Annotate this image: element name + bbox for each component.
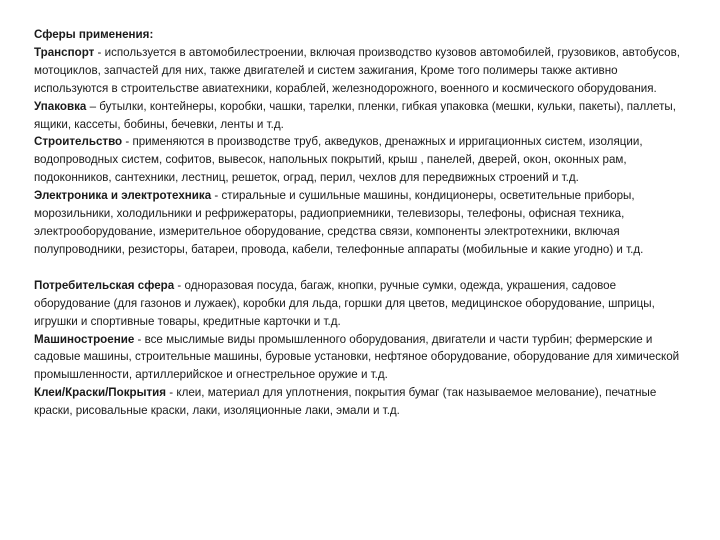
document-body [34,26,688,420]
document-title: Сферы применения: [34,28,154,41]
paragraph-gap [34,259,688,277]
section-construction [34,133,688,187]
section-text: - клеи, материал для уплотнения, покрытия бумаг (так называемое мелование), печатные краски, рисовальные краски, лаки, изоляционные лаки, эмали и т.д. [34,386,657,418]
section-text: – бутылки, контейнеры, коробки, чашки, тарелки, пленки, гибкая упаковка (мешки, кульки, пакеты), паллеты, ящики, кассеты, бобины, бечевки, ленты и т.д. [34,99,676,131]
section-transport [34,44,688,98]
section-text: - стиральные и сушильные машины, кондиционеры, осветительные приборы, морозильники, холодильники и рефрижераторы, радиоприемники, телевизоры, телефоны, офисная техника, электрооборудование, измерительное оборудование, средства связи, компоненты электротехники, включая полупроводники, резисторы, батареи, провода, кабели, телефонные аппараты (мобильные и какие угодно) и т.д. [34,189,644,256]
section-term: Клеи/Краски/Покрытия [34,386,167,400]
section-text: - применяются в производстве труб, акведуков, дренажных и ирригационных систем, изоляции, водопроводных систем, софитов, вывесок, напольных покрытий, крыш , панелей, дверей, окон, оконных рам, подоконников, сантехники, лестниц, решеток, оград, перил, чехлов для передвижных строений и т.д. [34,135,643,185]
section-electronics [34,187,688,259]
section-term: Электроника и электротехника [34,189,212,203]
section-text: - все мыслимые виды промышленного оборудования, двигатели и части турбин; фермерские и садовые машины, строительные машины, буровые установки, нефтяное оборудование, оборудование для химической промышленности, артиллерийское и огнестрельное оружие и т.д. [34,332,680,382]
section-term: Упаковка [34,99,87,113]
section-term: Строительство [34,135,123,149]
section-consumer [34,277,688,331]
section-packaging [34,98,688,134]
section-term: Машиностроение [34,332,135,346]
section-text: - одноразовая посуда, багаж, кнопки, ручные сумки, одежда, украшения, садовое оборудование (для газонов и лужаек), коробки для льда, горшки для цветов, медицинское оборудование, шприцы, игрушки и спортивные товары, кредитные карточки и т.д. [34,278,655,328]
section-text: - используется в автомобилестроении, включая производство кузовов автомобилей, грузовиков, автобусов, мотоциклов, запчастей для них, также двигателей и систем зажигания, Кроме того полимеры также активно используются в строительстве авиатехники, кораблей, железнодорожного, военного и космического оборудования. [34,45,681,95]
section-term: Потребительская сфера [34,278,175,292]
section-term: Транспорт [34,45,95,59]
section-machinery [34,331,688,385]
section-coatings [34,384,688,420]
